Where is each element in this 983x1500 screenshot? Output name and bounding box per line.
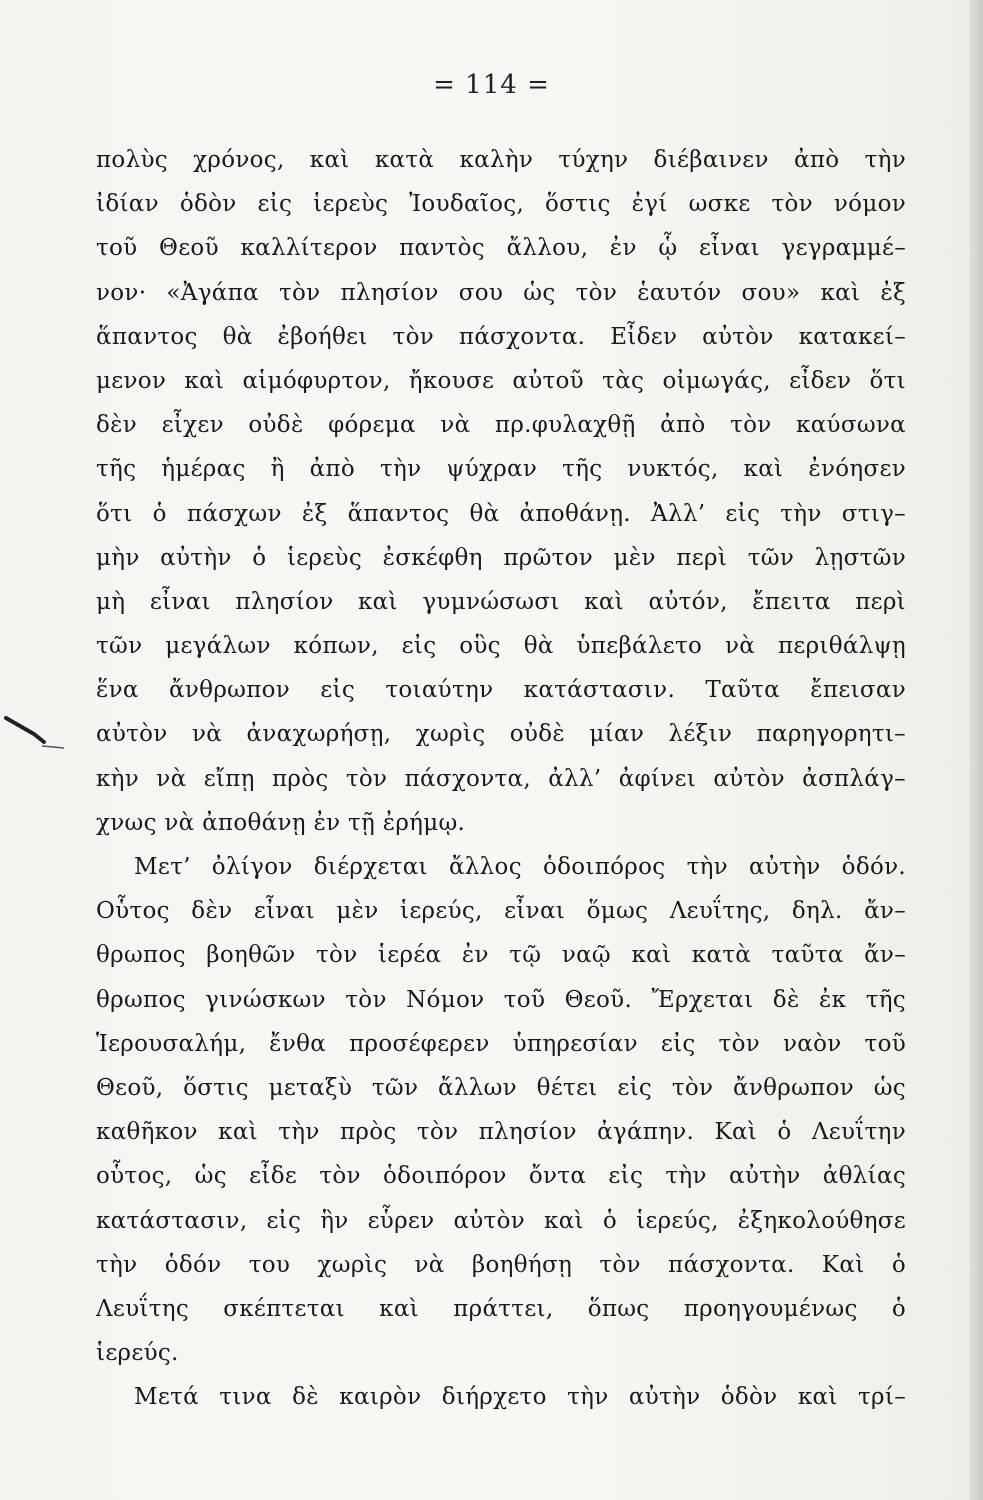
margin-mark	[4, 712, 68, 752]
paragraph-start-line: Μετ’ ὀλίγον διέρχεται ἄλλος ὁδοιπόρος τὴν αὐτὴν ὁδόν.	[134, 854, 906, 880]
text-line: χνως νὰ ἀποθάνῃ ἐν τῇ ἐρήμῳ.	[96, 809, 466, 836]
text-line: Λευΐτης σκέπτεται καὶ πράττει, ὅπως προηγουμένως ὁ	[96, 1295, 906, 1322]
text-line: μὴ εἶναι πλησίον καὶ γυμνώσωσι καὶ αὐτόν, ἔπειτα περὶ	[96, 588, 906, 615]
text-line: θρωπος βοηθῶν τὸν ἱερέα ἐν τῷ ναῷ καὶ κατὰ ταῦτα ἄν–	[96, 942, 906, 969]
text-line: τῆς ἡμέρας ἢ ἀπὸ τὴν ψύχραν τῆς νυκτός, καὶ ἐνόησεν	[96, 456, 906, 483]
text-line: αὐτὸν νὰ ἀναχωρήσῃ, χωρὶς οὐδὲ μίαν λέξιν παρηγορητι–	[96, 721, 906, 748]
text-line: ἰδίαν ὁδὸν εἰς ἱερεὺς Ἰουδαῖος, ὅστις ἐγί ωσκε τὸν νόμον	[96, 191, 906, 218]
text-line: κατάστασιν, εἰς ἣν εὗρεν αὐτὸν καὶ ὁ ἱερεύς, ἐξηκολούθησε	[96, 1207, 906, 1234]
text-line: Οὗτος δὲν εἶναι μὲν ἱερεύς, εἶναι ὅμως Λευΐτης, δηλ. ἄν–	[96, 898, 906, 925]
text-line: καθῆκον καὶ τὴν πρὸς τὸν πλησίον ἀγάπην. Καὶ ὁ Λευΐτην	[96, 1119, 906, 1146]
text-line: ἱερεύς.	[96, 1340, 179, 1367]
text-line: θρωπος γινώσκων τὸν Νόμον τοῦ Θεοῦ. Ἔρχεται δὲ ἐκ τῆς	[96, 986, 906, 1013]
paragraph-start-line: Μετά τινα δὲ καιρὸν διήρχετο τὴν αὐτὴν ὁδὸν καὶ τρί–	[134, 1384, 906, 1411]
text-line: Θεοῦ, ὅστις μεταξὺ τῶν ἄλλων θέτει εἰς τὸν ἄνθρωπον ὡς	[96, 1074, 906, 1101]
text-line: κὴν νὰ εἴπῃ πρὸς τὸν πάσχοντα, ἀλλ’ ἀφίνει αὐτὸν ἀσπλάγ–	[96, 765, 906, 792]
text-line: νον· «Ἀγάπα τὸν πλησίον σου ὡς τὸν ἑαυτόν σου» καὶ ἐξ	[96, 279, 906, 306]
text-line: ὅτι ὁ πάσχων ἐξ ἅπαντος θὰ ἀποθάνῃ. Ἀλλ’ εἰς τὴν στιγ–	[96, 500, 906, 527]
text-line: ἕνα ἄνθρωπον εἰς τοιαύτην κατάστασιν. Ταῦτα ἔπεισαν	[96, 677, 906, 704]
page-number: = 114 =	[433, 70, 550, 100]
text-line: μενον καὶ αἱμόφυρτον, ἤκουσε αὐτοῦ τὰς οἰμωγάς, εἶδεν ὅτι	[96, 367, 906, 394]
text-line: οὗτος, ὡς εἶδε τὸν ὁδοιπόρον ὄντα εἰς τὴν αὐτὴν ἀθλίας	[96, 1163, 906, 1190]
text-line: Ἱερουσαλήμ, ἔνθα προσέφερεν ὑπηρεσίαν εἰς τὸν ναὸν τοῦ	[96, 1030, 906, 1057]
text-line: ἅπαντος θὰ ἐβοήθει τὸν πάσχοντα. Εἶδεν αὐτὸν κατακεί–	[96, 323, 906, 350]
body-text	[96, 138, 906, 1419]
text-line: τῶν μεγάλων κόπων, εἰς οὓς θὰ ὑπεβάλετο νὰ περιθάλψῃ	[96, 633, 906, 660]
text-line: μὴν αὐτὴν ὁ ἱερεὺς ἐσκέφθη πρῶτον μὲν περὶ τῶν λῃστῶν	[96, 544, 906, 571]
text-line: πολὺς χρόνος, καὶ κατὰ καλὴν τύχην διέβαινεν ἀπὸ τὴν	[96, 147, 906, 173]
text-line: δὲν εἶχεν οὐδὲ φόρεμα νὰ πρ.φυλαχθῇ ἀπὸ τὸν καύσωνα	[96, 412, 906, 439]
text-line: τοῦ Θεοῦ καλλίτερον παντὸς ἄλλου, ἐν ᾧ εἶναι γεγραμμέ–	[96, 235, 906, 262]
page-edge	[969, 0, 983, 1500]
text-line: τὴν ὁδόν του χωρὶς νὰ βοηθήσῃ τὸν πάσχοντα. Καὶ ὁ	[96, 1251, 906, 1278]
